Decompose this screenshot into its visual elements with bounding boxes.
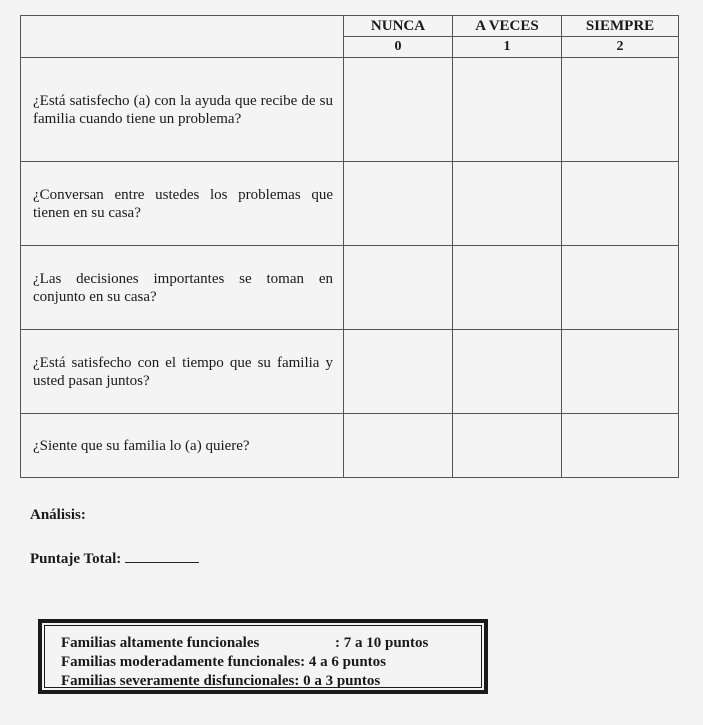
table-row (21, 162, 679, 246)
answer-cell-siempre[interactable] (562, 414, 679, 478)
apgar-questionnaire-table (20, 15, 679, 478)
legend-value-severe: : 0 a 3 puntos (294, 673, 381, 689)
blank-header-cell (21, 16, 344, 58)
answer-cell-a-veces[interactable] (453, 246, 562, 330)
column-score-a-veces: 1 (453, 37, 562, 58)
total-score-line (30, 548, 199, 568)
answer-cell-nunca[interactable] (344, 414, 453, 478)
legend-value-high: : 7 a 10 puntos (335, 635, 429, 651)
legend-label-moderate: Familias moderadamente funcionales (61, 654, 301, 670)
legend-line-severe (61, 672, 481, 691)
legend-label-severe: Familias severamente disfuncionales (61, 673, 295, 689)
column-header-a-veces: A VECES (453, 16, 562, 37)
total-score-label: Puntaje Total: (30, 551, 122, 567)
question-3: ¿Las decisiones importantes se toman en conjunto en su casa? (21, 246, 344, 330)
answer-cell-siempre[interactable] (562, 58, 679, 162)
question-1: ¿Está satisfecho (a) con la ayuda que recibe de su familia cuando tiene un problema? (21, 58, 344, 162)
legend-line-high (61, 634, 481, 653)
answer-cell-siempre[interactable] (562, 330, 679, 414)
answer-cell-nunca[interactable] (344, 162, 453, 246)
answer-cell-nunca[interactable] (344, 330, 453, 414)
total-score-blank[interactable] (125, 548, 199, 563)
question-4: ¿Está satisfecho con el tiempo que su familia y usted pasan juntos? (21, 330, 344, 414)
legend-line-moderate (61, 653, 481, 672)
analysis-label: Análisis: (30, 507, 86, 523)
answer-cell-nunca[interactable] (344, 246, 453, 330)
header-label-row (21, 16, 679, 37)
legend-value-moderate: : 4 a 6 puntos (300, 654, 387, 670)
answer-cell-siempre[interactable] (562, 246, 679, 330)
column-header-nunca: NUNCA (344, 16, 453, 37)
question-2: ¿Conversan entre ustedes los problemas que tienen en su casa? (21, 162, 344, 246)
legend-label-high: Familias altamente funcionales (61, 635, 260, 651)
scoring-legend-box (38, 619, 488, 694)
table-row (21, 414, 679, 478)
scoring-legend-inner (44, 625, 482, 688)
answer-cell-a-veces[interactable] (453, 330, 562, 414)
question-5: ¿Siente que su familia lo (a) quiere? (21, 414, 344, 478)
answer-cell-nunca[interactable] (344, 58, 453, 162)
table-row (21, 330, 679, 414)
column-score-siempre: 2 (562, 37, 679, 58)
answer-cell-a-veces[interactable] (453, 162, 562, 246)
answer-cell-siempre[interactable] (562, 162, 679, 246)
column-header-siempre: SIEMPRE (562, 16, 679, 37)
answer-cell-a-veces[interactable] (453, 58, 562, 162)
table-row (21, 58, 679, 162)
column-score-nunca: 0 (344, 37, 453, 58)
answer-cell-a-veces[interactable] (453, 414, 562, 478)
table-row (21, 246, 679, 330)
